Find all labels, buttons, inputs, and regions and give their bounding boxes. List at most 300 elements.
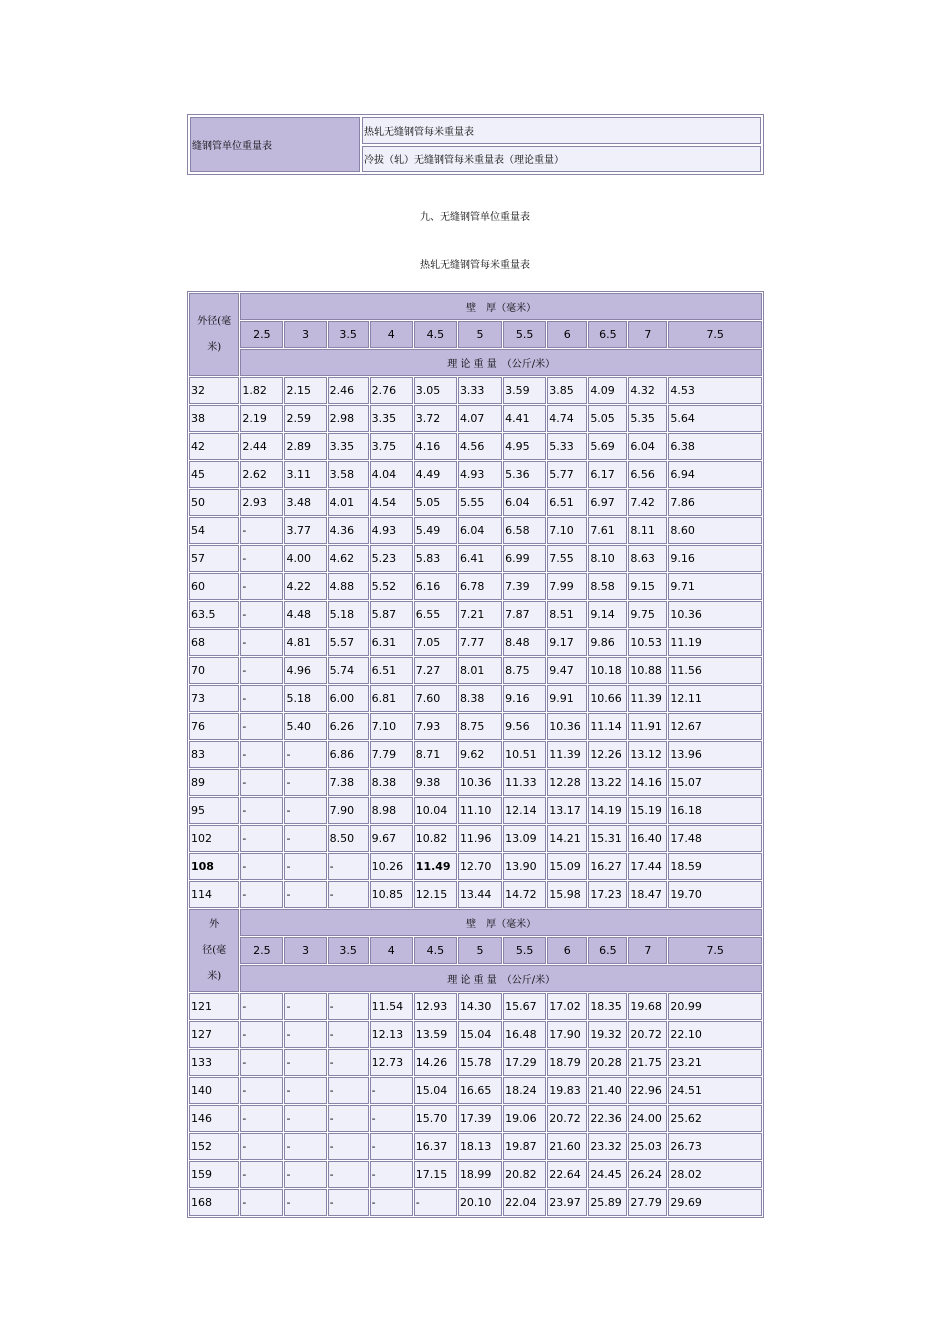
weight-cell: 12.13 xyxy=(370,1021,413,1048)
weight-cell: 11.10 xyxy=(458,797,502,824)
weight-cell: 22.04 xyxy=(503,1189,546,1216)
weight-cell: - xyxy=(240,853,283,880)
table-row xyxy=(189,1049,762,1076)
weight-cell: 5.87 xyxy=(370,601,413,628)
weight-cell: 7.90 xyxy=(328,797,369,824)
weight-cell: 9.62 xyxy=(458,741,502,768)
weight-cell: 6.51 xyxy=(547,489,587,516)
od-cell: 95 xyxy=(189,797,239,824)
od-cell: 152 xyxy=(189,1133,239,1160)
weight-cell: 10.04 xyxy=(414,797,457,824)
weight-cell: 24.51 xyxy=(668,1077,762,1104)
od-cell: 121 xyxy=(189,993,239,1020)
weight-cell: 4.36 xyxy=(328,517,369,544)
weight-cell: 8.48 xyxy=(503,629,546,656)
weight-cell: - xyxy=(284,853,326,880)
weight-cell: 7.79 xyxy=(370,741,413,768)
weight-cell: 16.65 xyxy=(458,1077,502,1104)
od-cell: 168 xyxy=(189,1189,239,1216)
weight-cell: 8.58 xyxy=(588,573,627,600)
weight-cell: 15.04 xyxy=(458,1021,502,1048)
od-cell: 60 xyxy=(189,573,239,600)
weight-cell: 16.27 xyxy=(588,853,627,880)
thickness-value: 7 xyxy=(628,937,667,964)
weight-cell: 20.28 xyxy=(588,1049,627,1076)
weight-cell: 7.05 xyxy=(414,629,457,656)
weight-cell: 14.72 xyxy=(503,881,546,908)
weight-cell: 12.26 xyxy=(588,741,627,768)
weight-cell: 7.60 xyxy=(414,685,457,712)
weight-cell: 12.67 xyxy=(668,713,762,740)
weight-cell: 6.58 xyxy=(503,517,546,544)
weight-cell: 13.22 xyxy=(588,769,627,796)
weight-cell: 9.71 xyxy=(668,573,762,600)
weight-cell: 16.48 xyxy=(503,1021,546,1048)
weight-cell: 19.06 xyxy=(503,1105,546,1132)
weight-cell: 7.86 xyxy=(668,489,762,516)
weight-cell: 28.02 xyxy=(668,1161,762,1188)
weight-cell: 7.61 xyxy=(588,517,627,544)
weight-cell: 21.40 xyxy=(588,1077,627,1104)
weight-cell: 8.38 xyxy=(370,769,413,796)
weight-cell: 8.38 xyxy=(458,685,502,712)
weight-cell: 18.59 xyxy=(668,853,762,880)
weight-cell: 9.67 xyxy=(370,825,413,852)
thickness-value: 5.5 xyxy=(503,937,546,964)
weight-cell: 8.75 xyxy=(458,713,502,740)
weight-cell: 9.91 xyxy=(547,685,587,712)
table-row xyxy=(189,545,762,572)
thickness-value: 3.5 xyxy=(328,937,369,964)
weight-cell: - xyxy=(240,713,283,740)
table-row xyxy=(189,657,762,684)
weight-cell: 9.86 xyxy=(588,629,627,656)
weight-cell: 9.17 xyxy=(547,629,587,656)
od-cell: 83 xyxy=(189,741,239,768)
thickness-value: 7.5 xyxy=(668,321,762,348)
weight-cell: 5.05 xyxy=(588,405,627,432)
weight-cell: - xyxy=(328,853,369,880)
weight-cell: 23.21 xyxy=(668,1049,762,1076)
weight-cell: 9.16 xyxy=(503,685,546,712)
weight-cell: 15.70 xyxy=(414,1105,457,1132)
weight-cell: 10.36 xyxy=(458,769,502,796)
table-row xyxy=(189,1133,762,1160)
thickness-value: 3 xyxy=(284,937,326,964)
weight-cell: 5.83 xyxy=(414,545,457,572)
weight-cell: 3.72 xyxy=(414,405,457,432)
weight-cell: 11.96 xyxy=(458,825,502,852)
weight-cell: 4.56 xyxy=(458,433,502,460)
weight-cell: - xyxy=(284,797,326,824)
thickness-value: 2.5 xyxy=(240,321,283,348)
weight-cell: 4.81 xyxy=(284,629,326,656)
weight-cell: 10.18 xyxy=(588,657,627,684)
weight-cell: 4.22 xyxy=(284,573,326,600)
weight-cell: - xyxy=(284,769,326,796)
weight-cell: 6.31 xyxy=(370,629,413,656)
table-row xyxy=(189,1105,762,1132)
weight-cell: 9.56 xyxy=(503,713,546,740)
weight-cell: 5.36 xyxy=(503,461,546,488)
weight-cell: 3.75 xyxy=(370,433,413,460)
table-row xyxy=(189,433,762,460)
weight-cell: 14.30 xyxy=(458,993,502,1020)
weight-cell: - xyxy=(240,1021,283,1048)
weight-cell: 4.49 xyxy=(414,461,457,488)
table-row xyxy=(189,685,762,712)
thickness-value: 5 xyxy=(458,937,502,964)
weight-cell: - xyxy=(370,1133,413,1160)
weight-cell: 5.23 xyxy=(370,545,413,572)
weight-cell: - xyxy=(328,1133,369,1160)
od-cell: 159 xyxy=(189,1161,239,1188)
weight-cell: 13.12 xyxy=(628,741,667,768)
weight-cell: 7.99 xyxy=(547,573,587,600)
weight-table xyxy=(187,291,764,1218)
weight-cell: 17.48 xyxy=(668,825,762,852)
weight-cell: 6.86 xyxy=(328,741,369,768)
table-row xyxy=(189,405,762,432)
weight-cell: 12.15 xyxy=(414,881,457,908)
weight-cell: 5.40 xyxy=(284,713,326,740)
table-row xyxy=(189,881,762,908)
table-row xyxy=(189,461,762,488)
index-table xyxy=(187,114,764,175)
table-row xyxy=(189,1021,762,1048)
weight-cell: - xyxy=(240,1161,283,1188)
weight-cell: - xyxy=(240,1189,283,1216)
weight-cell: 4.93 xyxy=(458,461,502,488)
weight-cell: - xyxy=(328,1105,369,1132)
weight-cell: 5.64 xyxy=(668,405,762,432)
weight-cell: - xyxy=(284,1133,326,1160)
od-cell: 38 xyxy=(189,405,239,432)
weight-cell: 6.51 xyxy=(370,657,413,684)
weight-cell: 7.93 xyxy=(414,713,457,740)
weight-cell: 7.27 xyxy=(414,657,457,684)
weight-cell: 20.82 xyxy=(503,1161,546,1188)
weight-cell: 5.33 xyxy=(547,433,587,460)
weight-cell: 5.55 xyxy=(458,489,502,516)
od-cell: 140 xyxy=(189,1077,239,1104)
weight-cell: 8.51 xyxy=(547,601,587,628)
weight-cell: 4.96 xyxy=(284,657,326,684)
thickness-value: 3.5 xyxy=(328,321,369,348)
weight-cell: 12.11 xyxy=(668,685,762,712)
weight-cell: 6.99 xyxy=(503,545,546,572)
weight-cell: 14.26 xyxy=(414,1049,457,1076)
weight-cell: 6.38 xyxy=(668,433,762,460)
weight-cell: 14.19 xyxy=(588,797,627,824)
weight-cell: 3.33 xyxy=(458,377,502,404)
weight-cell: 13.17 xyxy=(547,797,587,824)
weight-cell: 4.32 xyxy=(628,377,667,404)
weight-cell: 5.18 xyxy=(284,685,326,712)
weight-cell: 19.70 xyxy=(668,881,762,908)
weight-cell: 4.04 xyxy=(370,461,413,488)
weight-cell: 8.75 xyxy=(503,657,546,684)
thickness-value: 5 xyxy=(458,321,502,348)
weight-cell: - xyxy=(328,1161,369,1188)
od-header-line: 径(毫 xyxy=(202,944,227,956)
weight-cell: 18.79 xyxy=(547,1049,587,1076)
weight-cell: 17.29 xyxy=(503,1049,546,1076)
weight-cell: - xyxy=(328,1077,369,1104)
weight-cell: 7.21 xyxy=(458,601,502,628)
weight-cell: 9.16 xyxy=(668,545,762,572)
weight-cell: 7.77 xyxy=(458,629,502,656)
weight-cell: - xyxy=(370,1105,413,1132)
thickness-value: 2.5 xyxy=(240,937,283,964)
weight-cell: 13.90 xyxy=(503,853,546,880)
table-row xyxy=(189,1077,762,1104)
weight-cell: - xyxy=(240,657,283,684)
weight-cell: 6.94 xyxy=(668,461,762,488)
weight-cell: 10.53 xyxy=(628,629,667,656)
thickness-value: 6 xyxy=(547,321,587,348)
thickness-header: 壁 厚（毫米） xyxy=(240,293,762,320)
thickness-value: 4 xyxy=(370,321,413,348)
weight-cell: 4.16 xyxy=(414,433,457,460)
weight-cell: - xyxy=(414,1189,457,1216)
weight-cell: 17.15 xyxy=(414,1161,457,1188)
weight-cell: 8.50 xyxy=(328,825,369,852)
weight-cell: - xyxy=(284,825,326,852)
thickness-value: 6.5 xyxy=(588,321,627,348)
weight-cell: 27.79 xyxy=(628,1189,667,1216)
od-header-line: 米) xyxy=(207,970,222,982)
table-row xyxy=(189,573,762,600)
weight-cell: 2.59 xyxy=(284,405,326,432)
weight-cell: 20.10 xyxy=(458,1189,502,1216)
link-cold-drawn[interactable]: 冷拔（轧）无缝钢管每米重量表（理论重量） xyxy=(362,146,761,173)
weight-header: 理 论 重 量 （公斤/米） xyxy=(240,965,762,992)
weight-cell: 21.60 xyxy=(547,1133,587,1160)
weight-cell: 29.69 xyxy=(668,1189,762,1216)
weight-cell: 5.52 xyxy=(370,573,413,600)
weight-cell: - xyxy=(284,1105,326,1132)
weight-cell: 10.82 xyxy=(414,825,457,852)
weight-cell: 8.10 xyxy=(588,545,627,572)
weight-cell: - xyxy=(328,1049,369,1076)
weight-cell: - xyxy=(284,1077,326,1104)
weight-cell: - xyxy=(284,1049,326,1076)
weight-cell: 12.70 xyxy=(458,853,502,880)
weight-cell: 19.68 xyxy=(628,993,667,1020)
weight-cell: 10.26 xyxy=(370,853,413,880)
weight-cell: 4.41 xyxy=(503,405,546,432)
thickness-value: 6.5 xyxy=(588,937,627,964)
weight-cell: 10.36 xyxy=(668,601,762,628)
weight-cell: 19.83 xyxy=(547,1077,587,1104)
weight-cell: 2.44 xyxy=(240,433,283,460)
weight-cell: 17.90 xyxy=(547,1021,587,1048)
weight-cell: 4.00 xyxy=(284,545,326,572)
weight-cell: 2.89 xyxy=(284,433,326,460)
weight-cell: 3.58 xyxy=(328,461,369,488)
weight-cell: 25.62 xyxy=(668,1105,762,1132)
weight-cell: 5.57 xyxy=(328,629,369,656)
weight-cell: 5.05 xyxy=(414,489,457,516)
weight-cell: - xyxy=(240,1105,283,1132)
weight-cell: 3.59 xyxy=(503,377,546,404)
weight-cell: 4.54 xyxy=(370,489,413,516)
table-row xyxy=(189,1161,762,1188)
weight-cell: 18.24 xyxy=(503,1077,546,1104)
weight-cell: 8.01 xyxy=(458,657,502,684)
od-cell: 102 xyxy=(189,825,239,852)
weight-cell: 26.24 xyxy=(628,1161,667,1188)
weight-cell: 3.05 xyxy=(414,377,457,404)
table-row xyxy=(189,713,762,740)
weight-cell: 20.72 xyxy=(547,1105,587,1132)
table-row xyxy=(189,993,762,1020)
table-row xyxy=(189,853,762,880)
weight-cell: 5.49 xyxy=(414,517,457,544)
weight-cell: 4.09 xyxy=(588,377,627,404)
weight-cell: 10.85 xyxy=(370,881,413,908)
weight-cell: - xyxy=(240,769,283,796)
weight-cell: - xyxy=(240,797,283,824)
weight-cell: - xyxy=(370,1077,413,1104)
weight-cell: 13.59 xyxy=(414,1021,457,1048)
weight-cell: 11.56 xyxy=(668,657,762,684)
od-cell: 73 xyxy=(189,685,239,712)
weight-cell: 3.77 xyxy=(284,517,326,544)
weight-cell: 5.35 xyxy=(628,405,667,432)
weight-cell: 15.07 xyxy=(668,769,762,796)
weight-cell: 6.55 xyxy=(414,601,457,628)
weight-cell: - xyxy=(240,825,283,852)
weight-cell: 26.73 xyxy=(668,1133,762,1160)
weight-cell: 4.01 xyxy=(328,489,369,516)
weight-header: 理 论 重 量 （公斤/米） xyxy=(240,349,762,376)
weight-cell: - xyxy=(284,741,326,768)
weight-cell: 7.38 xyxy=(328,769,369,796)
od-cell: 146 xyxy=(189,1105,239,1132)
weight-cell: 15.67 xyxy=(503,993,546,1020)
od-cell: 133 xyxy=(189,1049,239,1076)
weight-cell: 9.38 xyxy=(414,769,457,796)
weight-cell: 20.99 xyxy=(668,993,762,1020)
weight-cell: - xyxy=(240,1133,283,1160)
od-cell: 68 xyxy=(189,629,239,656)
weight-cell: 11.19 xyxy=(668,629,762,656)
weight-cell: 11.14 xyxy=(588,713,627,740)
thickness-value: 7.5 xyxy=(668,937,762,964)
weight-cell: 18.13 xyxy=(458,1133,502,1160)
table-title: 热轧无缝钢管每米重量表 xyxy=(420,260,530,271)
weight-cell: 7.10 xyxy=(547,517,587,544)
weight-cell: 5.18 xyxy=(328,601,369,628)
weight-cell: 7.55 xyxy=(547,545,587,572)
weight-cell: 22.36 xyxy=(588,1105,627,1132)
weight-cell: 6.41 xyxy=(458,545,502,572)
thickness-value: 3 xyxy=(284,321,326,348)
weight-cell: 3.85 xyxy=(547,377,587,404)
weight-cell: 5.69 xyxy=(588,433,627,460)
weight-cell: 12.14 xyxy=(503,797,546,824)
weight-cell: - xyxy=(328,993,369,1020)
weight-cell: 13.96 xyxy=(668,741,762,768)
weight-cell: 6.17 xyxy=(588,461,627,488)
table-row xyxy=(189,377,762,404)
table-row xyxy=(189,769,762,796)
weight-cell: 6.56 xyxy=(628,461,667,488)
table-row xyxy=(189,601,762,628)
weight-cell: - xyxy=(240,573,283,600)
weight-cell: - xyxy=(284,1021,326,1048)
weight-cell: 3.11 xyxy=(284,461,326,488)
weight-cell: 11.39 xyxy=(547,741,587,768)
od-cell: 76 xyxy=(189,713,239,740)
weight-cell: 10.51 xyxy=(503,741,546,768)
weight-cell: 13.09 xyxy=(503,825,546,852)
od-cell: 114 xyxy=(189,881,239,908)
section-title: 九、无缝钢管单位重量表 xyxy=(420,212,530,223)
thickness-value: 4 xyxy=(370,937,413,964)
weight-cell: 11.54 xyxy=(370,993,413,1020)
weight-cell: 4.88 xyxy=(328,573,369,600)
weight-cell: 2.62 xyxy=(240,461,283,488)
weight-cell: 6.78 xyxy=(458,573,502,600)
weight-cell: 8.11 xyxy=(628,517,667,544)
weight-cell: 4.53 xyxy=(668,377,762,404)
weight-cell: 7.39 xyxy=(503,573,546,600)
index-left-label: 缝钢管单位重量表 xyxy=(190,117,360,172)
weight-cell: 11.49 xyxy=(414,853,457,880)
weight-cell: 8.63 xyxy=(628,545,667,572)
weight-cell: 3.35 xyxy=(370,405,413,432)
weight-cell: - xyxy=(284,881,326,908)
od-header-2 xyxy=(189,909,239,992)
weight-cell: - xyxy=(240,993,283,1020)
weight-cell: 8.71 xyxy=(414,741,457,768)
od-cell: 108 xyxy=(189,853,239,880)
weight-cell: 23.97 xyxy=(547,1189,587,1216)
weight-cell: 25.03 xyxy=(628,1133,667,1160)
weight-cell: 19.87 xyxy=(503,1133,546,1160)
od-cell: 127 xyxy=(189,1021,239,1048)
weight-cell: - xyxy=(328,881,369,908)
weight-cell: 11.39 xyxy=(628,685,667,712)
weight-cell: - xyxy=(328,1021,369,1048)
weight-cell: 13.44 xyxy=(458,881,502,908)
weight-cell: 22.96 xyxy=(628,1077,667,1104)
weight-cell: 2.46 xyxy=(328,377,369,404)
table-row xyxy=(189,825,762,852)
weight-cell: 15.04 xyxy=(414,1077,457,1104)
weight-cell: 9.75 xyxy=(628,601,667,628)
weight-cell: 12.28 xyxy=(547,769,587,796)
weight-cell: 15.09 xyxy=(547,853,587,880)
weight-cell: 4.07 xyxy=(458,405,502,432)
weight-cell: - xyxy=(240,685,283,712)
weight-cell: 3.48 xyxy=(284,489,326,516)
od-cell: 89 xyxy=(189,769,239,796)
weight-cell: 6.04 xyxy=(503,489,546,516)
weight-cell: 5.74 xyxy=(328,657,369,684)
weight-cell: 6.16 xyxy=(414,573,457,600)
table-row xyxy=(189,517,762,544)
weight-cell: 24.00 xyxy=(628,1105,667,1132)
weight-cell: 2.76 xyxy=(370,377,413,404)
link-hot-rolled[interactable]: 热轧无缝钢管每米重量表 xyxy=(362,117,761,144)
weight-cell: - xyxy=(284,1189,326,1216)
od-header-1: 外径(毫米) xyxy=(189,293,239,376)
weight-cell: 14.16 xyxy=(628,769,667,796)
